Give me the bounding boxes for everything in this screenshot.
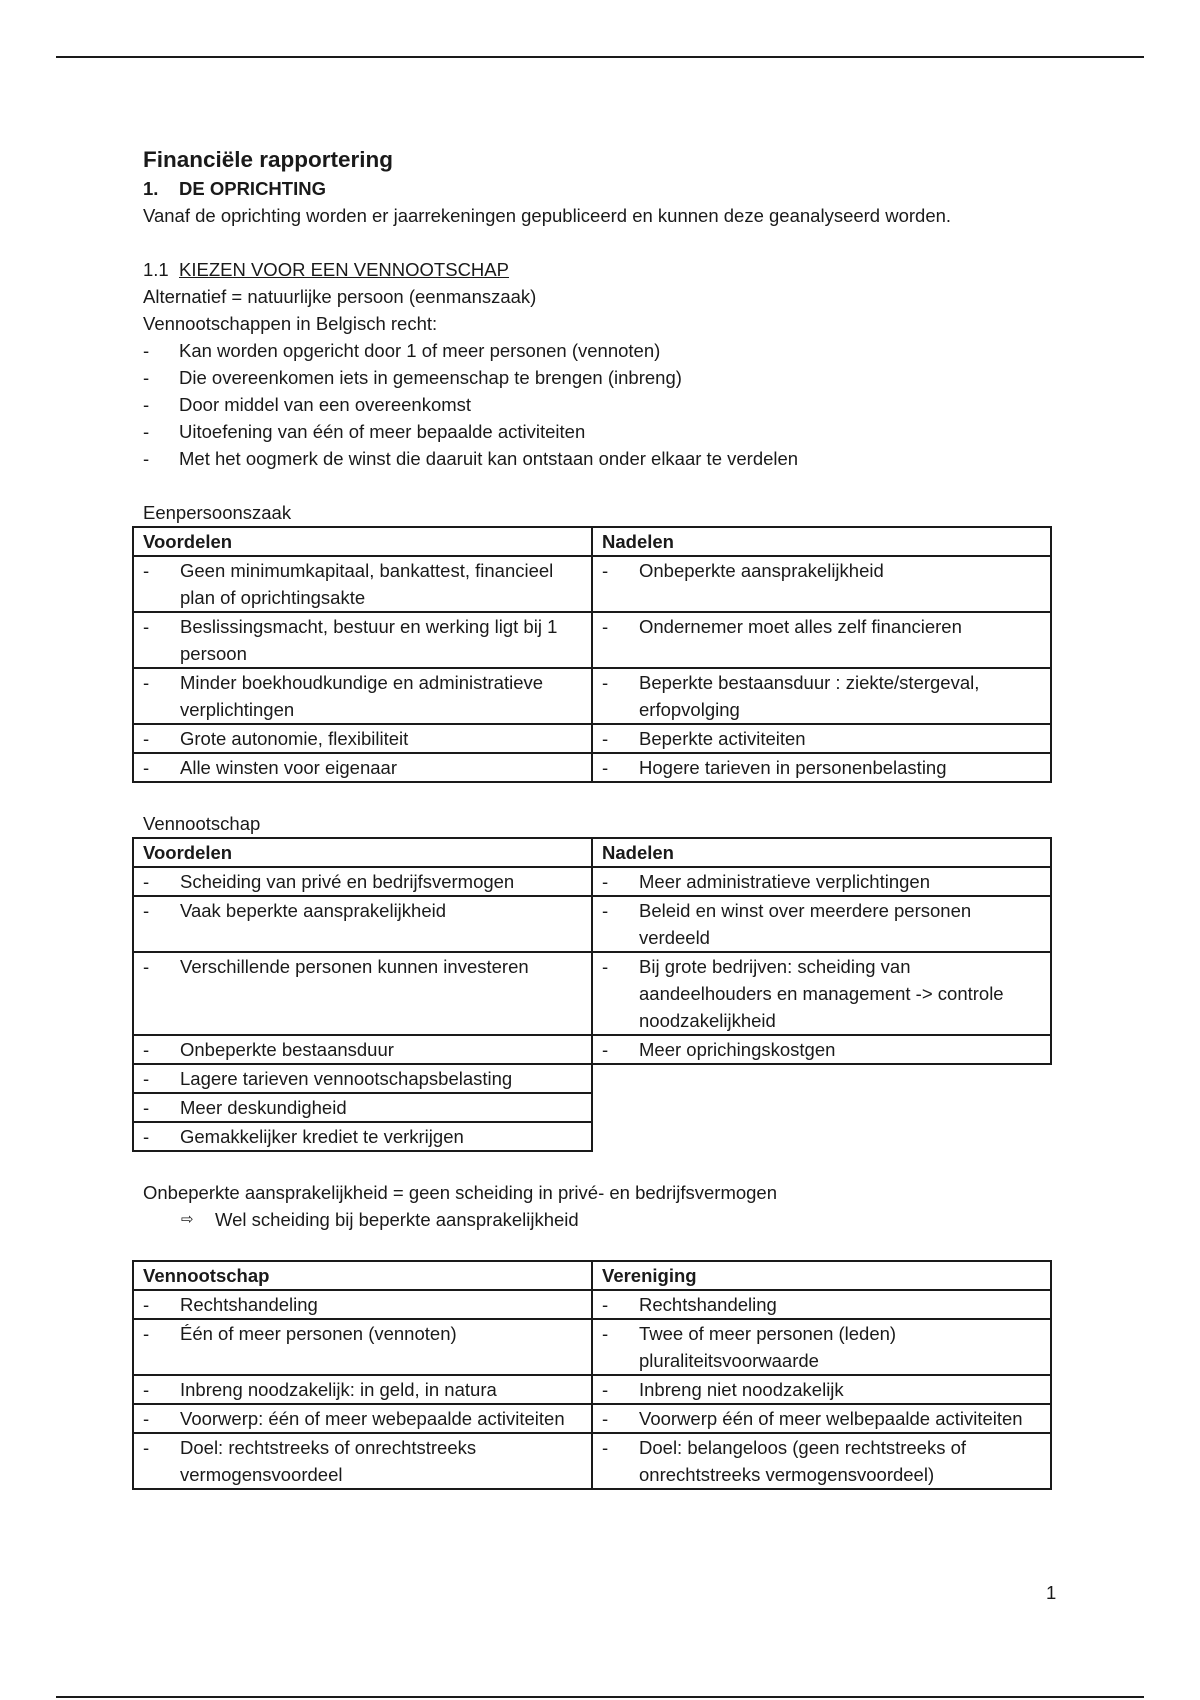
table-cell: Alle winsten voor eigenaar: [180, 757, 397, 778]
table-cell: Gemakkelijker krediet te verkrijgen: [180, 1126, 464, 1147]
table-header: Voordelen: [133, 527, 592, 556]
table1-caption: Eenpersoonszaak: [143, 502, 292, 523]
subsection-heading: [143, 256, 1063, 283]
subsection-number: 1.1: [143, 259, 169, 280]
table-row: - Rechtshandeling - Rechtshandeling: [133, 1290, 1051, 1319]
table-row: - Beslissingsmacht, bestuur en werking ligt bij 1 persoon - Ondernemer moet alles zelf financieren: [133, 612, 1051, 668]
company-bullet-list: [143, 337, 1063, 472]
table-cell: Inbreng niet noodzakelijk: [639, 1379, 844, 1400]
companies-intro: Vennootschappen in Belgisch recht:: [143, 313, 438, 334]
list-item: - Kan worden opgericht door 1 of meer personen (vennoten): [143, 340, 661, 361]
list-item: - Die overeenkomen iets in gemeenschap te brengen (inbreng): [143, 367, 682, 388]
table-cell: Beperkte bestaansduur : ziekte/stergeval, erfopvolging: [639, 672, 980, 720]
list-item: - Door middel van een overeenkomst: [143, 394, 472, 415]
table-cell: Minder boekhoudkundige en administratieve verplichtingen: [180, 672, 544, 720]
table-cell: Twee of meer personen (leden) pluraliteitsvoorwaarde: [639, 1323, 897, 1371]
table-row: - Inbreng noodzakelijk: in geld, in natura - Inbreng niet noodzakelijk: [133, 1375, 1051, 1404]
table-cell: Meer oprichingskostgen: [639, 1039, 836, 1060]
table-cell: Ondernemer moet alles zelf financieren: [639, 616, 962, 637]
table-row: - Lagere tarieven vennootschapsbelasting: [133, 1064, 1051, 1093]
table-cell: Beslissingsmacht, bestuur en werking ligt bij 1 persoon: [180, 616, 558, 664]
alternative-line: Alternatief = natuurlijke persoon (eenmanszaak): [143, 286, 537, 307]
table-cell: Grote autonomie, flexibiliteit: [180, 728, 409, 749]
liability-arrow-text: Wel scheiding bij beperkte aansprakelijkheid: [215, 1209, 579, 1230]
subsection-title: KIEZEN VOOR EEN VENNOOTSCHAP: [179, 259, 509, 280]
table-header-row: [133, 1261, 1051, 1290]
table-cell: Inbreng noodzakelijk: in geld, in natura: [180, 1379, 497, 1400]
table-row: - Meer deskundigheid: [133, 1093, 1051, 1122]
table-row: - Gemakkelijker krediet te verkrijgen: [133, 1122, 1051, 1151]
table-cell: Lagere tarieven vennootschapsbelasting: [180, 1068, 513, 1089]
footer-rule: [56, 1696, 1144, 1698]
table-row: - Vaak beperkte aansprakelijkheid - Beleid en winst over meerdere personen verdeeld: [133, 896, 1051, 952]
table-cell: Onbeperkte aansprakelijkheid: [639, 560, 884, 581]
table-cell: Voorwerp één of meer welbepaalde activiteiten: [639, 1408, 1023, 1429]
table-cell: Beleid en winst over meerdere personen verdeeld: [639, 900, 972, 948]
table-cell: Meer administratieve verplichtingen: [639, 871, 930, 892]
table-row: - Verschillende personen kunnen investeren - Bij grote bedrijven: scheiding van aandeelhouders en management -> controle noodzakelijkheid: [133, 952, 1051, 1035]
table-cell: Één of meer personen (vennoten): [180, 1323, 457, 1344]
table-header-row: [133, 838, 1051, 867]
table-header: Nadelen: [592, 527, 1051, 556]
table-cell: Voorwerp: één of meer webepaalde activiteiten: [180, 1408, 565, 1429]
table-header: Vennootschap: [133, 1261, 592, 1290]
list-item: - Met het oogmerk de winst die daaruit kan ontstaan onder elkaar te verdelen: [143, 448, 799, 469]
table-cell: Doel: rechtstreeks of onrechtstreeks vermogensvoordeel: [180, 1437, 477, 1485]
table-row: - Scheiding van privé en bedrijfsvermogen - Meer administratieve verplichtingen: [133, 867, 1051, 896]
page-number: 1: [1046, 1582, 1057, 1603]
table-header: Vereniging: [592, 1261, 1051, 1290]
company-table: [132, 837, 1052, 1152]
list-item: - Uitoefening van één of meer bepaalde activiteiten: [143, 421, 586, 442]
sole-proprietorship-table: [132, 526, 1052, 783]
liability-note: Onbeperkte aansprakelijkheid = geen scheiding in privé- en bedrijfsvermogen: [143, 1182, 778, 1203]
table-row: - Onbeperkte bestaansduur - Meer oprichingskostgen: [133, 1035, 1051, 1064]
section-heading: [143, 175, 1063, 202]
table-cell: Geen minimumkapitaal, bankattest, financieel plan of oprichtingsakte: [180, 560, 554, 608]
table-row: - Alle winsten voor eigenaar - Hogere tarieven in personenbelasting: [133, 753, 1051, 782]
table-cell: Rechtshandeling: [180, 1294, 318, 1315]
table-header: Voordelen: [133, 838, 592, 867]
section-number: 1.: [143, 178, 159, 199]
table-row: - Één of meer personen (vennoten) - Twee of meer personen (leden) pluraliteitsvoorwaarde: [133, 1319, 1051, 1375]
intro-paragraph: Vanaf de oprichting worden er jaarrekeningen gepubliceerd en kunnen deze geanalyseerd worden.: [143, 205, 952, 226]
table-row: - Geen minimumkapitaal, bankattest, financieel plan of oprichtingsakte - Onbeperkte aansprakelijkheid: [133, 556, 1051, 612]
liability-arrow-line: [143, 1206, 1063, 1233]
arrow-icon: ⇨: [181, 1211, 194, 1228]
table-cell: Scheiding van privé en bedrijfsvermogen: [180, 871, 515, 892]
table-cell: Bij grote bedrijven: scheiding van aandeelhouders en management -> controle noodzakelijkheid: [639, 956, 1004, 1031]
header-rule: [56, 56, 1144, 58]
table-cell: Vaak beperkte aansprakelijkheid: [180, 900, 447, 921]
table2-caption: Vennootschap: [143, 813, 261, 834]
table-cell: Verschillende personen kunnen investeren: [180, 956, 529, 977]
table-cell: Rechtshandeling: [639, 1294, 777, 1315]
company-vs-association-table: [132, 1260, 1052, 1490]
document-body: [143, 145, 1063, 1490]
table-cell: Hogere tarieven in personenbelasting: [639, 757, 947, 778]
document-title: Financiële rapportering: [143, 147, 394, 172]
table-cell: Onbeperkte bestaansduur: [180, 1039, 394, 1060]
table-header: Nadelen: [592, 838, 1051, 867]
table-cell: Beperkte activiteiten: [639, 728, 806, 749]
section-title: DE OPRICHTING: [179, 178, 326, 199]
table-cell: Doel: belangeloos (geen rechtstreeks of onrechtstreeks vermogensvoordeel): [639, 1437, 967, 1485]
table-row: - Minder boekhoudkundige en administratieve verplichtingen - Beperkte bestaansduur : ziekte/stergeval, erfopvolging: [133, 668, 1051, 724]
table-row: - Voorwerp: één of meer webepaalde activiteiten - Voorwerp één of meer welbepaalde activiteiten: [133, 1404, 1051, 1433]
table-header-row: [133, 527, 1051, 556]
table-row: - Doel: rechtstreeks of onrechtstreeks vermogensvoordeel - Doel: belangeloos (geen rechtstreeks of onrechtstreeks vermogensvoordeel): [133, 1433, 1051, 1489]
table-row: - Grote autonomie, flexibiliteit - Beperkte activiteiten: [133, 724, 1051, 753]
table-cell: Meer deskundigheid: [180, 1097, 347, 1118]
